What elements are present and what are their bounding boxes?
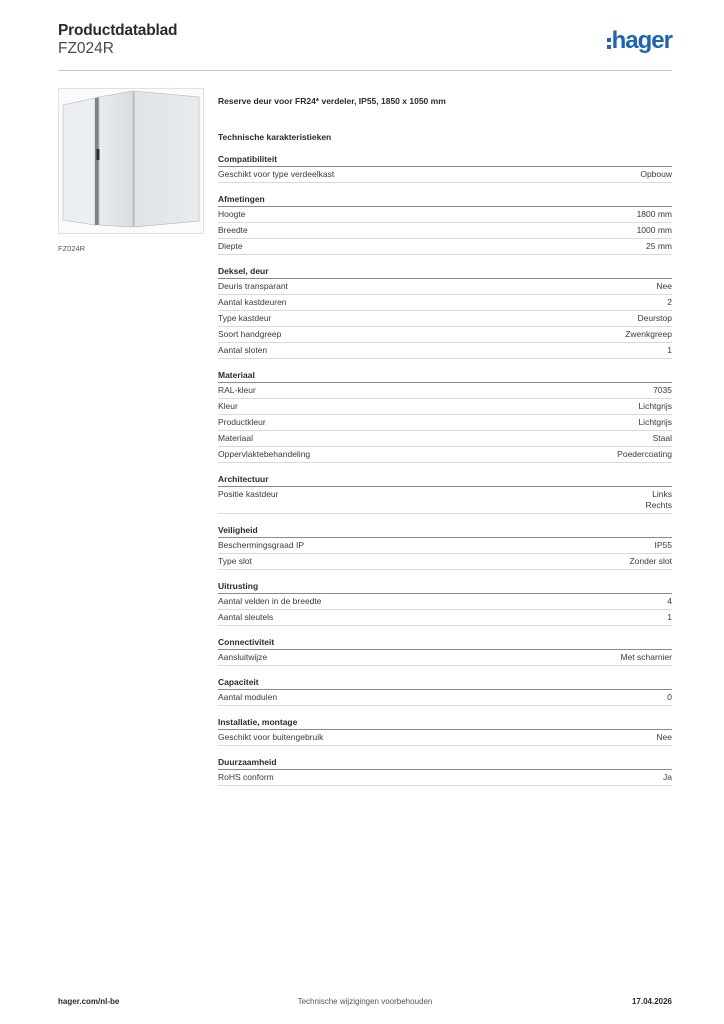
spec-content: [218, 96, 672, 797]
spec-label: Materiaal: [218, 433, 253, 443]
section-title: Materiaal: [218, 370, 672, 383]
spec-value: [646, 241, 672, 252]
spec-label: Breedte: [218, 225, 248, 235]
door-illustration-icon: [59, 89, 203, 233]
section-title: Deksel, deur: [218, 266, 672, 279]
spec-row: [218, 327, 672, 343]
spec-value-line: Lichtgrijs: [638, 401, 672, 411]
spec-value: [667, 596, 672, 607]
section-title: Afmetingen: [218, 194, 672, 207]
spec-value: [629, 556, 672, 567]
spec-value-line: 1000 mm: [636, 225, 672, 235]
spec-row: [218, 343, 672, 359]
page-header: [58, 20, 672, 71]
spec-row: [218, 690, 672, 706]
spec-row: [218, 431, 672, 447]
spec-section: [218, 525, 672, 570]
spec-label: Deuris transparant: [218, 281, 288, 291]
spec-value-line: 0: [667, 692, 672, 702]
product-code: FZ024R: [58, 40, 114, 57]
spec-value: [638, 401, 672, 412]
spec-section: [218, 266, 672, 359]
spec-value: [667, 692, 672, 703]
product-description: Reserve deur voor FR24* verdeler, IP55, 1850 x 1050 mm: [218, 96, 446, 106]
spec-label: Aansluitwijze: [218, 652, 268, 662]
spec-value-line: Zwenkgreep: [625, 329, 672, 339]
section-title: Capaciteit: [218, 677, 672, 690]
spec-value-line: Deurstop: [637, 313, 672, 323]
spec-row: [218, 223, 672, 239]
spec-value-line: Links: [652, 489, 672, 499]
tech-heading: Technische karakteristieken: [218, 132, 332, 142]
spec-value-line: 4: [667, 596, 672, 606]
spec-label: Type slot: [218, 556, 253, 566]
section-title: Connectiviteit: [218, 637, 672, 650]
spec-value-line: Rechts: [645, 500, 672, 510]
spec-row: [218, 415, 672, 431]
spec-row: [218, 650, 672, 666]
spec-value-line: Met scharnier: [620, 652, 672, 662]
spec-label: Type kastdeur: [218, 313, 272, 323]
spec-value-line: Zonder slot: [629, 556, 672, 566]
spec-label: Soort handgreep: [218, 329, 282, 339]
spec-label: Geschikt voor buitengebruik: [218, 732, 324, 742]
spec-label: Beschermingsgraad IP: [218, 540, 304, 550]
spec-value-line: 1: [667, 345, 672, 355]
spec-value: [637, 209, 672, 220]
spec-row: [218, 554, 672, 570]
spec-section: [218, 677, 672, 706]
footer-date: 17.04.2026: [631, 997, 672, 1006]
spec-row: [218, 399, 672, 415]
spec-row: [218, 594, 672, 610]
section-title: Uitrusting: [218, 581, 672, 594]
spec-value: [667, 297, 672, 308]
spec-section: [218, 154, 672, 183]
logo-text: hager: [611, 27, 672, 54]
spec-value: [655, 540, 673, 551]
spec-section: [218, 637, 672, 666]
page-title: Productdatablad: [58, 22, 178, 39]
spec-label: Geschikt voor type verdeelkast: [218, 169, 335, 179]
spec-row: [218, 383, 672, 399]
spec-value: [656, 732, 672, 743]
spec-label: Positie kastdeur: [218, 489, 279, 499]
spec-label: Diepte: [218, 241, 243, 251]
footer-notice: Technische wijzigingen voorbehouden: [297, 997, 433, 1006]
spec-row: [218, 279, 672, 295]
spec-label: RoHS conform: [218, 772, 274, 782]
spec-section: [218, 194, 672, 255]
spec-row: [218, 610, 672, 626]
spec-sections: [218, 154, 672, 786]
spec-value-line: Opbouw: [640, 169, 672, 179]
spec-label: Aantal velden in de breedte: [218, 596, 322, 606]
spec-value: [638, 313, 673, 324]
spec-value: [646, 489, 672, 511]
product-image: [58, 88, 204, 234]
spec-value: [653, 385, 672, 396]
spec-section: [218, 757, 672, 786]
spec-value: [617, 449, 672, 460]
spec-section: [218, 581, 672, 626]
spec-value-line: 25 mm: [646, 241, 672, 251]
spec-row: [218, 487, 672, 514]
spec-row: [218, 295, 672, 311]
spec-row: [218, 167, 672, 183]
spec-label: Aantal sloten: [218, 345, 268, 355]
spec-label: Aantal modulen: [218, 692, 278, 702]
spec-value: [621, 652, 673, 663]
spec-value: [663, 772, 672, 783]
spec-value-line: IP55: [654, 540, 672, 550]
spec-label: RAL-kleur: [218, 385, 256, 395]
section-title: Compatibiliteit: [218, 154, 672, 167]
spec-value-line: Lichtgrijs: [638, 417, 672, 427]
image-caption: FZ024R: [58, 244, 86, 253]
spec-value: [640, 169, 672, 180]
spec-section: [218, 474, 672, 514]
spec-value-line: Nee: [656, 281, 672, 291]
spec-value: [637, 225, 672, 236]
spec-value-line: 2: [667, 297, 672, 307]
spec-value-line: Nee: [656, 732, 672, 742]
hager-logo: [607, 28, 672, 54]
spec-value-line: Ja: [663, 772, 672, 782]
spec-value-line: 1800 mm: [636, 209, 672, 219]
spec-value: [667, 612, 672, 623]
logo-dots-icon: [607, 38, 611, 49]
spec-section: [218, 717, 672, 746]
spec-value: [656, 281, 672, 292]
spec-row: [218, 538, 672, 554]
spec-label: Productkleur: [218, 417, 266, 427]
spec-row: [218, 447, 672, 463]
spec-value-line: 1: [667, 612, 672, 622]
spec-section: [218, 370, 672, 463]
page-footer: [58, 997, 672, 1011]
spec-value: [625, 329, 672, 340]
section-title: Veiligheid: [218, 525, 672, 538]
spec-label: Aantal sleutels: [218, 612, 274, 622]
spec-value-line: Staal: [652, 433, 672, 443]
spec-value-line: 7035: [653, 385, 672, 395]
spec-row: [218, 730, 672, 746]
spec-row: [218, 770, 672, 786]
section-title: Duurzaamheid: [218, 757, 672, 770]
spec-label: Oppervlaktebehandeling: [218, 449, 311, 459]
spec-label: Kleur: [218, 401, 238, 411]
spec-value: [653, 433, 672, 444]
spec-row: [218, 207, 672, 223]
section-title: Architectuur: [218, 474, 672, 487]
footer-site-link[interactable]: hager.com/nl-be: [58, 997, 120, 1006]
section-title: Installatie, montage: [218, 717, 672, 730]
spec-label: Hoogte: [218, 209, 246, 219]
spec-value: [667, 345, 672, 356]
spec-value: [638, 417, 672, 428]
spec-label: Aantal kastdeuren: [218, 297, 287, 307]
spec-value-line: Poedercoating: [617, 449, 672, 459]
spec-row: [218, 311, 672, 327]
spec-row: [218, 239, 672, 255]
